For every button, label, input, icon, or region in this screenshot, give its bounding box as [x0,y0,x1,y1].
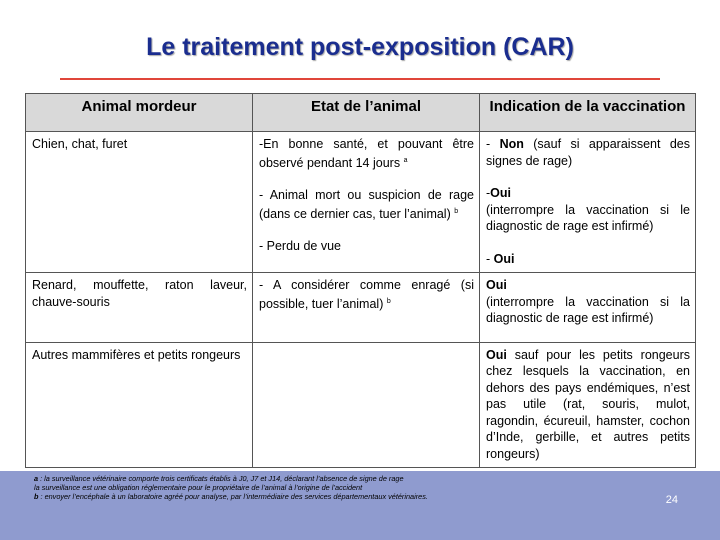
footnote-ref-b: b [386,297,391,305]
cell-etat [253,132,480,273]
cell-animal: Renard, mouffette, raton laveur, chauve-souris [26,273,253,343]
footnote-ref-a: a [403,156,408,164]
footnote: a : la surveillance vétérinaire comporte trois certificats établis à J0, J7 et J14, déclarant l’absence de signe de rage [34,474,404,483]
table-header-row [26,94,696,132]
footnotes [34,475,428,501]
indication-line: Oui [486,278,507,292]
footnote-ref-b: b [454,207,459,215]
cell-indication: Oui sauf pour les petits rongeurs chez lesquels la vaccination, en dehors des pays endémiques, n’est pas utile (rat, souris, mulot, ragondin, écureuil, hamster, cochon d’Inde, gerbille, et autres petits rongeurs) [480,342,696,468]
indication-line: -Oui [486,186,512,200]
title-underline [60,78,660,80]
footnote: b : envoyer l’encéphale à un laboratoire agréé pour analyse, par l’intermédiaire des services départementaux vétérinaires. [34,491,428,501]
footnote: la surveillance est une obligation réglementaire pour le propriétaire de l’animal à l’origine de l’accident [34,482,363,492]
etat-line: - Animal mort ou suspicion de rage (dans ce dernier cas, tuer l’animal) $^b$ [259,188,474,221]
cell-animal: Autres mammifères et petits rongeurs [26,342,253,468]
etat-line: - A considérer comme enragé (si possible, tuer l’animal) $^b$ [259,278,474,311]
cell-indication [480,273,696,343]
etat-line: -En bonne santé, et pouvant être observé pendant 14 jours $^a$ [259,137,474,170]
indication-line: - Non (sauf si apparaissent des signes de rage) [486,137,690,168]
post-exposure-table [25,93,696,468]
indication-line: (interrompre la vaccination si le diagnostic de rage est infirmé) [486,202,690,233]
table-row [26,342,696,468]
header-animal: Animal mordeur [26,94,253,132]
cell-animal: Chien, chat, furet [26,132,253,273]
cell-indication [480,132,696,273]
cell-etat [253,342,480,468]
slide-title: Le traitement post-exposition (CAR) [146,33,574,61]
indication-line: - Oui [486,251,515,266]
indication-line: (interrompre la vaccination si la diagnostic de rage est infirmé) [486,294,690,325]
etat-line: - Perdu de vue [259,239,341,254]
cell-etat [253,273,480,343]
header-indication: Indication de la vaccination [480,94,696,132]
header-etat: Etat de l’animal [253,94,480,132]
table-row [26,273,696,343]
table-row [26,132,696,273]
page-number: 24 [665,494,678,506]
